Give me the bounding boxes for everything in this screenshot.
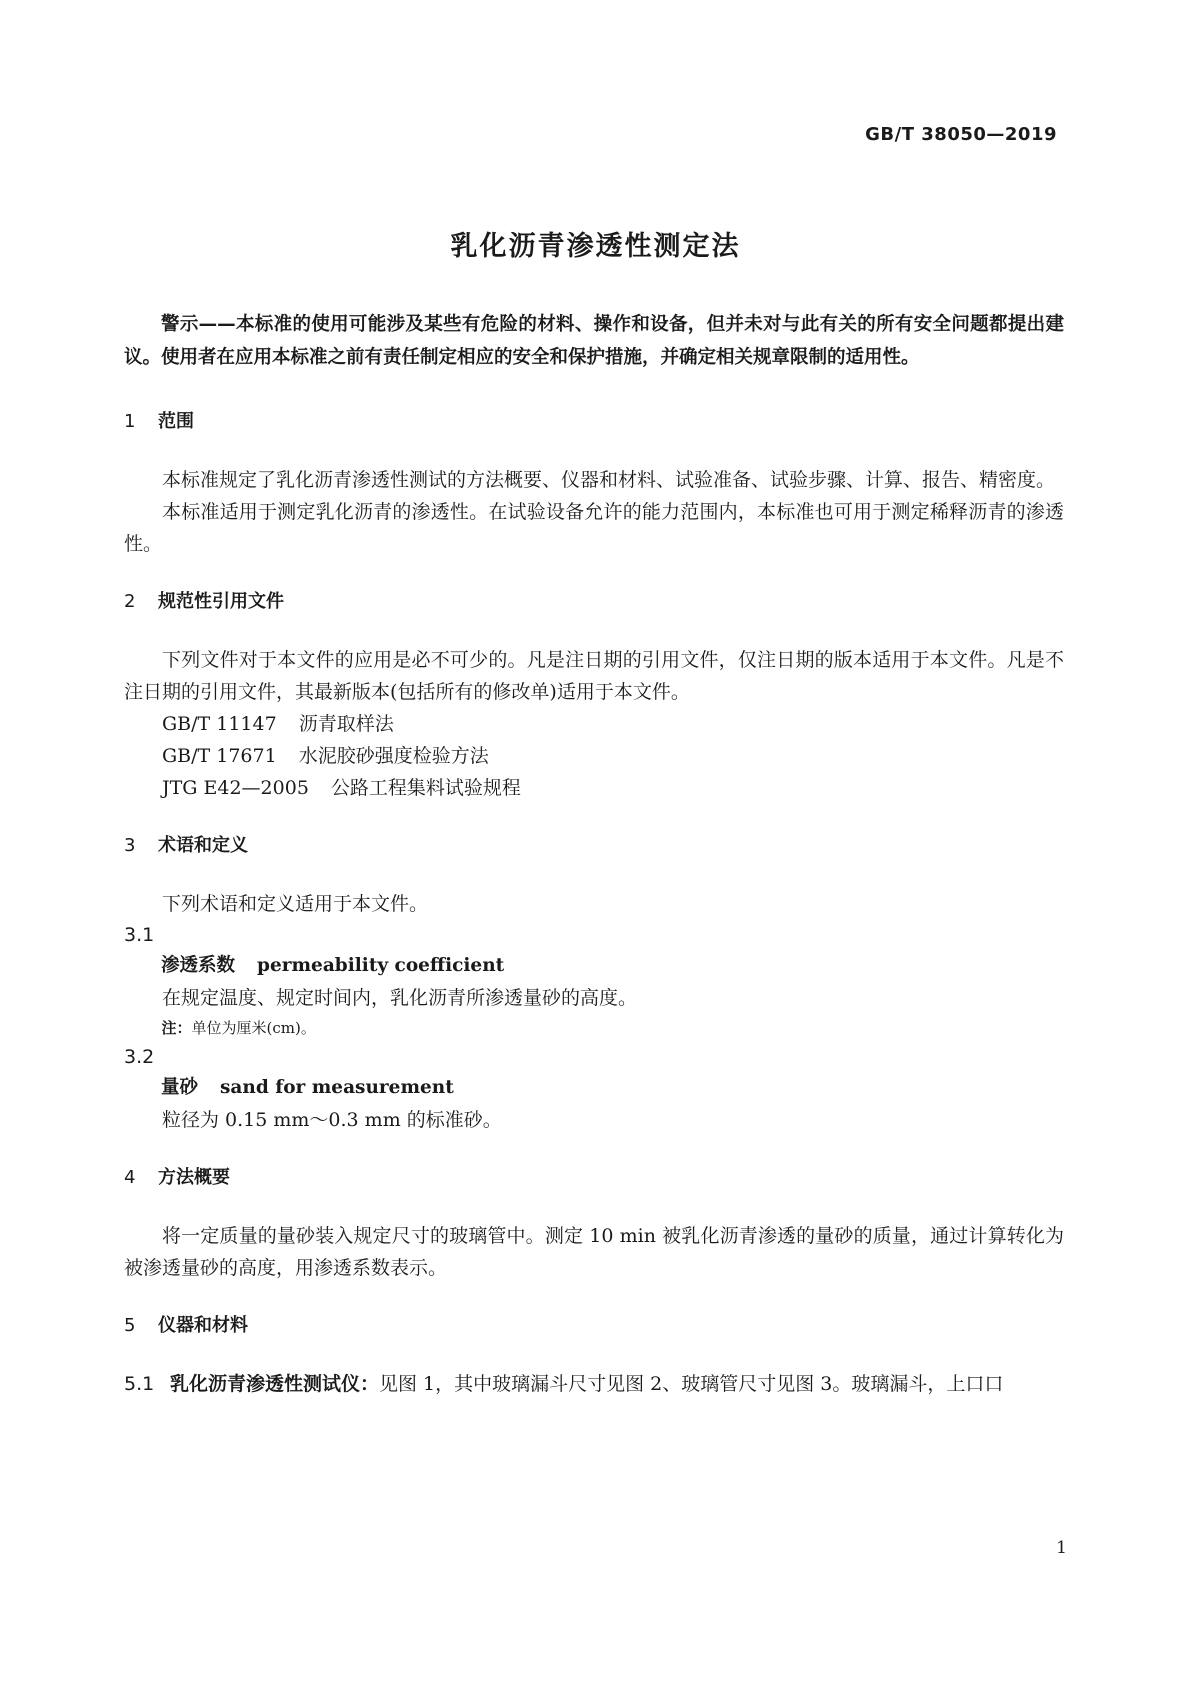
term-title: 量砂 sand for measurement (161, 1077, 454, 1098)
term-number: 3.1 (124, 924, 155, 946)
term-title: 渗透系数 permeability coefficient (161, 955, 505, 976)
reference-item: JTG E42—2005 公路工程集料试验规程 (162, 777, 521, 799)
term-number: 3.2 (124, 1046, 155, 1068)
reference-item: GB/T 17671 水泥胶砂强度检验方法 (162, 745, 489, 767)
subsection-5-1: 5.1 乳化沥青渗透性测试仪：见图 1，其中玻璃漏斗尺寸见图 2、玻璃管尺寸见图 3。玻璃漏斗，上口口 (124, 1373, 1004, 1395)
page-number: 1 (1056, 1538, 1067, 1558)
warning-paragraph: 警示——本标准的使用可能涉及某些有危险的材料、操作和设备，但并未对与此有关的所有安全问题都提出建议。使用者在应用本标准之前有责任制定相应的安全和保护措施，并确定相关规章限制的适用性。 (124, 314, 1064, 368)
section-4-paragraph-1: 将一定质量的量砂装入规定尺寸的玻璃管中。测定 10 min 被乳化沥青渗透的量砂的质量，通过计算转化为被渗透量砂的高度，用渗透系数表示。 (124, 1225, 1064, 1279)
section-2-paragraph-1: 下列文件对于本文件的应用是必不可少的。凡是注日期的引用文件，仅注日期的版本适用于本文件。凡是不注日期的引用文件，其最新版本(包括所有的修改单)适用于本文件。 (124, 649, 1064, 703)
section-1-paragraph-1: 本标准规定了乳化沥青渗透性测试的方法概要、仪器和材料、试验准备、试验步骤、计算、报告、精密度。 (162, 469, 1056, 491)
document-body (124, 308, 1064, 1400)
section-2-heading: 2 规范性引用文件 (124, 591, 284, 612)
section-3-heading: 3 术语和定义 (124, 835, 248, 856)
section-1-paragraph-2: 本标准适用于测定乳化沥青的渗透性。在试验设备允许的能力范围内，本标准也可用于测定稀释沥青的渗透性。 (124, 501, 1064, 555)
section-4-heading: 4 方法概要 (124, 1167, 230, 1188)
term-definition: 粒径为 0.15 mm～0.3 mm 的标准砂。 (162, 1109, 502, 1131)
reference-item: GB/T 11147 沥青取样法 (162, 713, 394, 735)
document-title: 乳化沥青渗透性测定法 (450, 231, 741, 262)
section-3-paragraph-1: 下列术语和定义适用于本文件。 (162, 893, 429, 915)
term-note: 注：单位为厘米(cm)。 (161, 1019, 316, 1037)
term-definition: 在规定温度、规定时间内，乳化沥青所渗透量砂的高度。 (162, 987, 638, 1009)
standard-code: GB/T 38050—2019 (865, 124, 1057, 145)
section-1-heading: 1 范围 (124, 411, 194, 432)
section-5-heading: 5 仪器和材料 (124, 1315, 248, 1336)
